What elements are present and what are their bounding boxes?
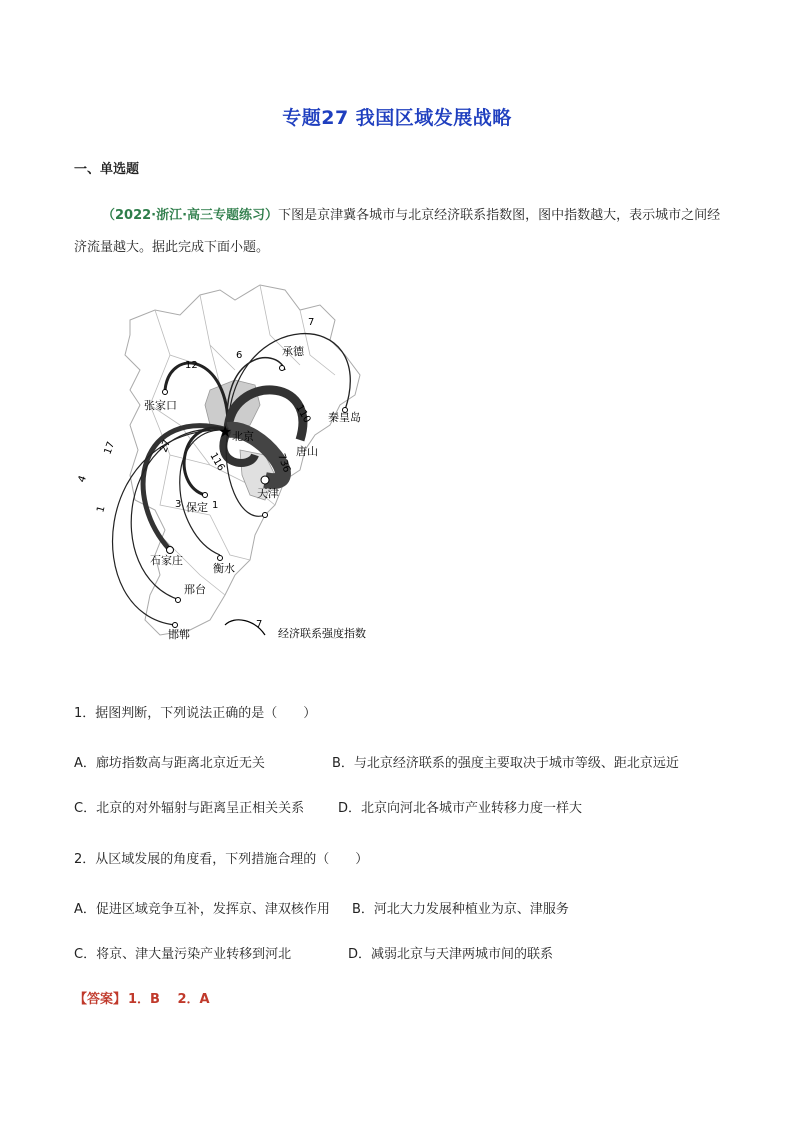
handan-marker: [173, 623, 178, 628]
intro-paragraph: [74, 200, 724, 264]
question-1-option-b: B．与北京经济联系的强度主要取决于城市等级、距北京远近: [332, 756, 679, 771]
question-1-option-d: D．北京向河北各城市产业转移力度一样大: [338, 801, 583, 816]
beijing-star: ★: [218, 422, 233, 441]
index-label: 110: [293, 403, 313, 426]
city-label-shijiazhuang: 石家庄: [150, 554, 183, 567]
index-label: 4: [76, 474, 89, 485]
economic-link-map: [60, 275, 400, 655]
city-label-zhangjiakou: 张家口: [144, 399, 177, 412]
city-label-baoding: 保定: [186, 501, 208, 514]
legend-label: 经济联系强度指数: [278, 627, 366, 640]
city-label-tangshan: 唐山: [296, 445, 318, 458]
city-label-handan: 邯郸: [168, 628, 190, 641]
answer-line: [74, 988, 210, 1007]
city-label-xingtai: 邢台: [184, 583, 206, 596]
index-label: 736: [275, 452, 293, 474]
link-arc-shijiazhuang: [143, 426, 228, 550]
cangzhou-marker: [263, 513, 268, 518]
index-label: 27: [158, 438, 174, 455]
zhangjiakou-marker: [163, 390, 168, 395]
hengshui-marker: [218, 556, 223, 561]
index-label: 1: [212, 500, 219, 511]
question-1-stem: 1．据图判断，下列说法正确的是（ ）: [74, 706, 317, 721]
tianjin-marker: [261, 476, 269, 484]
index-label: 6: [236, 350, 243, 361]
question-2-option-b: B．河北大力发展种植业为京、津服务: [352, 902, 569, 917]
shijiazhuang-marker: [167, 547, 174, 554]
answer-label: 【答案】: [74, 992, 127, 1007]
page-title: 专题27 我国区域发展战略: [282, 107, 512, 129]
city-label-chengde: 承德: [282, 345, 304, 358]
xingtai-marker: [176, 598, 181, 603]
city-label-hengshui: 衡水: [213, 562, 235, 575]
city-label-beijing: 北京: [232, 430, 254, 443]
source-tag: （2022·浙江·高三专题练习）: [102, 208, 279, 223]
index-label: 12: [185, 360, 198, 371]
city-label-qinhuangdao: 秦皇岛: [328, 411, 361, 424]
question-2-option-c: C．将京、津大量污染产业转移到河北: [74, 947, 292, 962]
index-label: 116: [207, 451, 227, 474]
question-2-option-d: D．减弱北京与天津两城市间的联系: [348, 947, 554, 962]
question-2-stem: 2．从区域发展的角度看，下列措施合理的（ ）: [74, 852, 369, 867]
intro-text: 下图是京津冀各城市与北京经济联系指数图，图中指数越大，表示城市之间经济流量越大。据此完成下面小题。: [74, 208, 721, 255]
answer-value: 1．B 2．A: [128, 992, 210, 1007]
section-heading: 一、单选题: [74, 162, 140, 177]
index-label: 1: [95, 504, 108, 514]
question-1-option-c: C．北京的对外辐射与距离呈正相关关系: [74, 801, 305, 816]
chengde-marker: [280, 366, 285, 371]
index-label: 17: [102, 440, 118, 457]
index-label: 3: [175, 499, 182, 510]
legend-value: 7: [256, 619, 263, 630]
index-label: 7: [308, 317, 315, 328]
city-label-tianjin: 天津: [257, 487, 279, 500]
question-2-option-a: A．促进区域竞争互补，发挥京、津双核作用: [74, 902, 330, 917]
question-1-option-a: A．廊坊指数高与距离北京近无关: [74, 756, 265, 771]
baoding-marker: [203, 493, 208, 498]
